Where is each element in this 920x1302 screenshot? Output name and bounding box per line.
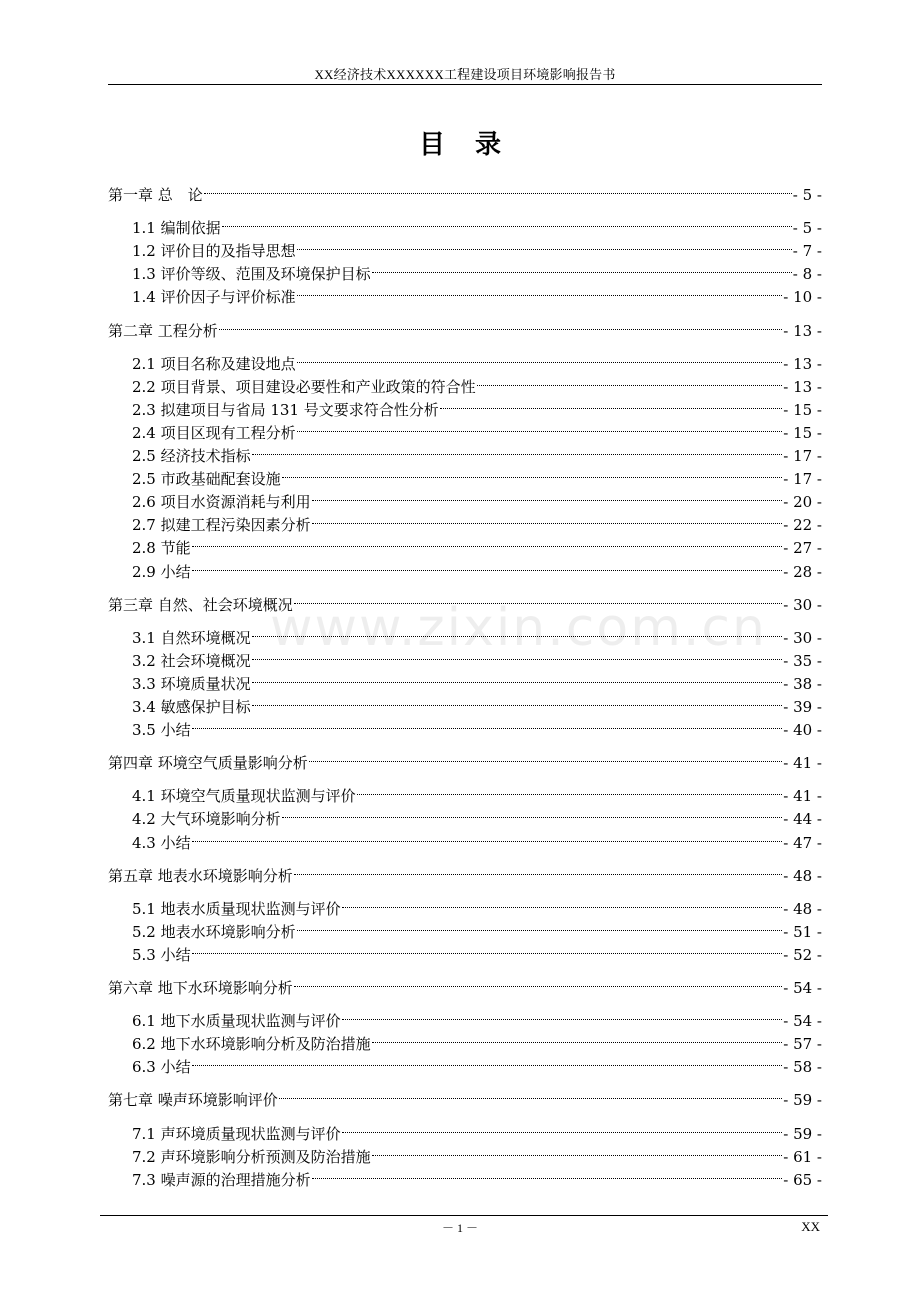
toc-section-entry[interactable]: [108, 531, 822, 558]
toc-entry-page: - 13 -: [783, 377, 822, 396]
dot-leader: [252, 690, 783, 712]
dot-leader: [282, 802, 783, 824]
toc-section-entry[interactable]: [108, 1140, 822, 1166]
toc-entry-page: - 65 -: [783, 1170, 822, 1189]
toc-entry-label: 5.1 地表水质量现状监测与评价: [132, 899, 341, 918]
dot-leader: [297, 280, 783, 302]
toc-section-entry[interactable]: [108, 644, 822, 670]
toc-entry-page: - 30 -: [783, 595, 822, 614]
toc-chapter-entry[interactable]: [108, 746, 822, 773]
toc-entry-label: 7.1 声环境质量现状监测与评价: [132, 1124, 341, 1143]
toc-entry-page: - 27 -: [783, 539, 822, 558]
toc-section-entry[interactable]: [108, 1117, 822, 1143]
toc-entry-label: 第二章 工程分析: [108, 321, 218, 340]
dot-leader: [297, 416, 783, 438]
dot-leader: [294, 859, 782, 881]
dot-leader: [252, 644, 783, 666]
toc-entry-page: - 54 -: [783, 1012, 822, 1031]
toc-section-entry[interactable]: [108, 508, 822, 535]
toc-entry-page: - 39 -: [783, 698, 822, 716]
dot-leader: [279, 1083, 782, 1105]
toc-entry-label: 4.1 环境空气质量现状监测与评价: [132, 787, 356, 806]
toc-entry-page: - 48 -: [783, 899, 822, 918]
toc-chapter-entry[interactable]: [108, 971, 822, 997]
dot-leader: [297, 347, 783, 369]
toc-section-entry[interactable]: [108, 280, 822, 307]
dot-leader: [372, 1140, 783, 1162]
toc-entry-label: 1.3 评价等级、范围及环境保护目标: [132, 265, 371, 284]
dot-leader: [192, 1050, 783, 1072]
running-header: XX经济技术XXXXXX工程建设项目环境影响报告书: [314, 67, 616, 82]
toc-section-entry[interactable]: [108, 938, 822, 964]
toc-entry-page: - 58 -: [783, 1058, 822, 1077]
dot-leader: [342, 892, 783, 914]
dot-leader: [282, 462, 783, 484]
toc-entry-label: 3.3 环境质量状况: [132, 674, 251, 693]
toc-entry-page: - 10 -: [783, 288, 822, 307]
toc-chapter-entry[interactable]: [108, 178, 822, 204]
toc-section-entry[interactable]: [108, 1004, 822, 1031]
dot-leader: [312, 485, 783, 507]
toc-entry-label: 2.4 项目区现有工程分析: [132, 423, 296, 442]
dot-leader: [309, 746, 782, 768]
toc-section-entry[interactable]: [108, 416, 822, 442]
toc-section-entry[interactable]: [108, 393, 822, 419]
toc-entry-label: 7.2 声环境影响分析预测及防治措施: [132, 1147, 371, 1166]
header-rule: [108, 84, 822, 85]
dot-leader: [252, 439, 783, 461]
toc-entry-page: - 41 -: [783, 787, 822, 806]
toc-section-entry[interactable]: [108, 713, 822, 740]
toc-entry-page: - 15 -: [783, 400, 822, 419]
toc-entry-label: 3.4 敏感保护目标: [132, 698, 251, 716]
toc-entry-label: 3.1 自然环境概况: [132, 628, 251, 647]
toc-entry-page: - 17 -: [783, 470, 822, 489]
dot-leader: [477, 370, 783, 392]
toc-entry-page: - 15 -: [783, 423, 822, 442]
dot-leader: [294, 588, 782, 610]
toc-entry-page: - 40 -: [783, 721, 822, 740]
toc-entry-page: - 20 -: [783, 493, 822, 512]
toc-chapter-entry[interactable]: [108, 859, 822, 885]
toc-entry-label: 第一章 总 论: [108, 186, 203, 204]
toc-section-entry[interactable]: [108, 690, 822, 716]
toc-chapter-entry[interactable]: [108, 314, 822, 340]
dot-leader: [294, 971, 782, 993]
toc-entry-page: - 8 -: [792, 265, 822, 284]
toc-entry-label: 第六章 地下水环境影响分析: [108, 979, 293, 997]
toc-section-entry[interactable]: [108, 892, 822, 918]
toc-entry-page: - 22 -: [783, 516, 822, 535]
toc-entry-page: - 59 -: [783, 1124, 822, 1143]
toc-section-entry[interactable]: [108, 462, 822, 489]
dot-leader: [192, 938, 783, 960]
toc-entry-page: - 5 -: [792, 219, 822, 238]
dot-leader: [312, 1163, 783, 1185]
toc-entry-label: 1.2 评价目的及指导思想: [132, 242, 296, 261]
toc-section-entry[interactable]: [108, 347, 822, 373]
toc-entry-label: 2.6 项目水资源消耗与利用: [132, 493, 311, 512]
toc-entry-page: - 51 -: [783, 922, 822, 941]
toc-section-entry[interactable]: [108, 257, 822, 284]
dot-leader: [297, 234, 792, 256]
toc-entry-page: - 13 -: [783, 354, 822, 373]
toc-entry-page: - 41 -: [783, 754, 822, 773]
dot-leader: [342, 1117, 783, 1139]
toc-entry-label: 2.2 项目背景、项目建设必要性和产业政策的符合性: [132, 377, 476, 396]
toc-entry-label: 2.9 小结: [132, 562, 191, 581]
toc-entry-label: 1.1 编制依据: [132, 219, 221, 238]
toc-section-entry[interactable]: [108, 234, 822, 261]
toc-entry-label: 2.7 拟建工程污染因素分析: [132, 516, 311, 535]
toc-entry-page: - 61 -: [783, 1147, 822, 1166]
footer-right-text: XX: [801, 1219, 820, 1234]
toc-entry-page: - 30 -: [783, 628, 822, 647]
toc-section-entry[interactable]: [108, 370, 822, 396]
dot-leader: [440, 393, 782, 415]
toc-entry-label: 4.2 大气环境影响分析: [132, 810, 281, 829]
dot-leader: [192, 555, 783, 577]
toc-section-entry[interactable]: [108, 1027, 822, 1054]
toc-entry-page: - 28 -: [783, 562, 822, 581]
toc-entry-page: - 54 -: [783, 979, 822, 997]
toc-entry-label: 第四章 环境空气质量影响分析: [108, 754, 308, 773]
toc-entry-page: - 38 -: [783, 674, 822, 693]
toc-entry-page: - 47 -: [783, 833, 822, 852]
dot-leader: [219, 314, 782, 336]
dot-leader: [342, 1004, 783, 1026]
dot-leader: [297, 915, 783, 937]
dot-leader: [357, 779, 783, 801]
toc-entry-label: 2.8 节能: [132, 539, 191, 558]
footer-rule: [100, 1215, 828, 1216]
toc-title: 目录: [418, 130, 531, 160]
toc-entry-page: - 7 -: [792, 242, 822, 261]
watermark: www.zixin.com.cn: [270, 598, 767, 658]
toc-entry-label: 2.5 市政基础配套设施: [132, 470, 281, 489]
toc-section-entry[interactable]: [108, 439, 822, 465]
toc-section-entry[interactable]: [108, 826, 822, 852]
toc-chapter-entry[interactable]: [108, 588, 822, 614]
toc-entry-page: - 5 -: [792, 186, 822, 204]
toc-entry-label: 第三章 自然、社会环境概况: [108, 595, 293, 614]
dot-leader: [252, 621, 783, 643]
toc-entry-page: - 52 -: [783, 945, 822, 964]
toc-entry-page: - 48 -: [783, 866, 822, 885]
toc-chapter-entry[interactable]: [108, 1083, 822, 1110]
toc-entry-page: - 59 -: [783, 1091, 822, 1110]
toc-entry-label: 6.3 小结: [132, 1058, 191, 1077]
toc-entry-label: 2.5 经济技术指标: [132, 447, 251, 465]
dot-leader: [192, 826, 783, 848]
toc-entry-label: 4.3 小结: [132, 833, 191, 852]
toc-section-entry[interactable]: [108, 1163, 822, 1189]
toc-section-entry[interactable]: [108, 802, 822, 829]
toc-entry-label: 6.1 地下水质量现状监测与评价: [132, 1012, 341, 1031]
dot-leader: [252, 667, 783, 689]
dot-leader: [204, 178, 792, 200]
toc-entry-label: 3.5 小结: [132, 721, 191, 740]
toc-entry-label: 1.4 评价因子与评价标准: [132, 288, 296, 307]
toc-section-entry[interactable]: [108, 779, 822, 806]
dot-leader: [372, 257, 792, 279]
toc-entry-label: 5.2 地表水环境影响分析: [132, 922, 296, 941]
toc-section-entry[interactable]: [108, 485, 822, 512]
dot-leader: [312, 508, 783, 530]
toc-entry-label: 3.2 社会环境概况: [132, 651, 251, 670]
toc-entry-page: - 35 -: [783, 651, 822, 670]
toc-entry-label: 2.1 项目名称及建设地点: [132, 354, 296, 373]
toc-entry-label: 6.2 地下水环境影响分析及防治措施: [132, 1035, 371, 1054]
dot-leader: [192, 713, 783, 735]
footer-page-number: － 1 －: [441, 1221, 478, 1235]
toc-section-entry[interactable]: [108, 211, 822, 238]
toc-entry-page: - 13 -: [783, 321, 822, 340]
toc-entry-page: - 17 -: [783, 447, 822, 465]
dot-leader: [222, 211, 792, 233]
toc-section-entry[interactable]: [108, 915, 822, 941]
toc-entry-label: 2.3 拟建项目与省局 131 号文要求符合性分析: [132, 400, 439, 419]
toc-section-entry[interactable]: [108, 621, 822, 647]
toc-entry-page: - 44 -: [783, 810, 822, 829]
toc-entry-label: 第七章 噪声环境影响评价: [108, 1091, 278, 1110]
toc-entry-page: - 57 -: [783, 1035, 822, 1054]
toc-entry-label: 5.3 小结: [132, 945, 191, 964]
toc-section-entry[interactable]: [108, 667, 822, 693]
toc-entry-label: 7.3 噪声源的治理措施分析: [132, 1170, 311, 1189]
dot-leader: [372, 1027, 783, 1049]
toc-entry-label: 第五章 地表水环境影响分析: [108, 866, 293, 885]
toc-section-entry[interactable]: [108, 555, 822, 581]
dot-leader: [192, 531, 783, 553]
toc-section-entry[interactable]: [108, 1050, 822, 1077]
